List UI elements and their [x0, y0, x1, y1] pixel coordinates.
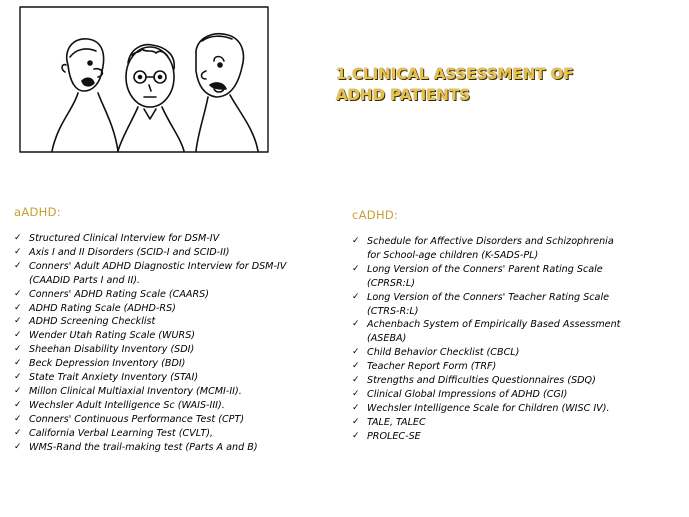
child-adhd-heading: cADHD: [352, 208, 399, 222]
check-icon: ✓ [14, 246, 22, 257]
check-icon: ✓ [14, 316, 22, 327]
check-icon: ✓ [14, 441, 22, 452]
list-item: ✓ Long Version of the Conners' Parent Rating Scale (CPRSR:L) [352, 263, 603, 289]
list-item: ✓ ADHD Rating Scale (ADHD-RS) [14, 302, 176, 314]
list-item: ✓ California Verbal Learning Test (CVLT), [14, 427, 214, 439]
check-icon: ✓ [352, 236, 360, 246]
list-item: ✓ Long Version of the Conners' Teacher Rating Scale (CTRS-R:L) [352, 291, 610, 317]
check-icon: ✓ [14, 288, 22, 299]
check-icon: ✓ [352, 388, 360, 399]
title-line-1: 1.CLINICAL ASSESSMENT OF [336, 65, 574, 83]
cartoon-illustration [18, 5, 270, 154]
list-item: ✓ Wender Utah Rating Scale (WURS) [14, 330, 196, 342]
check-icon: ✓ [352, 361, 360, 372]
check-icon: ✓ [352, 319, 360, 330]
list-item: ✓ Achenbach System of Empirically Based Assessment (ASEBA) [352, 319, 621, 345]
check-icon: ✓ [14, 260, 22, 271]
list-item: ✓ Millon Clinical Multiaxial Inventory (MCMI-II). [14, 385, 242, 397]
check-icon: ✓ [14, 427, 22, 438]
list-item: ✓ WMS-Rand the trail-making test (Parts A and B) [14, 441, 258, 453]
middle-man-figure [118, 45, 184, 151]
check-icon: ✓ [352, 375, 360, 386]
check-icon: ✓ [352, 263, 360, 274]
check-icon: ✓ [14, 358, 22, 369]
list-item: ✓ Wechsler Intelligence Scale for Children (WISC IV). [352, 402, 610, 414]
list-item: ✓ Wechsler Adult Intelligence Sc (WAIS-III). [14, 399, 225, 411]
list-item: ✓ Axis I and II Disorders (SCID-I and SCID-II) [14, 246, 230, 258]
adult-adhd-list [14, 232, 344, 455]
list-item: ✓ TALE, TALEC [352, 416, 426, 428]
check-icon: ✓ [14, 399, 22, 410]
list-item: ✓ Schedule for Affective Disorders and Schizophrenia for School-age children (K-SADS-PL) [352, 236, 614, 261]
check-icon: ✓ [14, 372, 22, 383]
list-item: ✓ PROLEC-SE [352, 430, 421, 442]
check-icon: ✓ [352, 430, 360, 441]
check-icon: ✓ [352, 347, 360, 358]
title-line-2: ADHD PATIENTS [336, 86, 470, 104]
list-item: ✓ Conners' ADHD Rating Scale (CAARS) [14, 288, 209, 300]
right-man-figure [196, 34, 258, 151]
list-item: ✓ Clinical Global Impressions of ADHD (CGI) [352, 388, 568, 400]
list-item: ✓ ADHD Screening Checklist [14, 316, 156, 328]
slide-title [336, 64, 666, 106]
adult-adhd-column [14, 205, 344, 455]
child-adhd-column [352, 208, 682, 444]
adult-adhd-heading: aADHD: [14, 205, 61, 219]
check-icon: ✓ [14, 413, 22, 424]
check-icon: ✓ [352, 291, 360, 302]
list-item: ✓ Sheehan Disability Inventory (SDI) [14, 344, 195, 356]
list-item: ✓ Structured Clinical Interview for DSM-IV [14, 233, 220, 244]
list-item: ✓ Child Behavior Checklist (CBCL) [352, 347, 520, 359]
list-item: ✓ Beck Depression Inventory (BDI) [14, 358, 186, 370]
child-adhd-list [352, 235, 682, 444]
check-icon: ✓ [14, 385, 22, 396]
check-icon: ✓ [14, 330, 22, 341]
check-icon: ✓ [14, 233, 22, 243]
left-man-figure [52, 39, 118, 151]
list-item: ✓ Conners' Adult ADHD Diagnostic Interview for DSM-IV (CAADID Parts I and II). [14, 260, 287, 286]
check-icon: ✓ [352, 402, 360, 413]
check-icon: ✓ [14, 302, 22, 313]
list-item: ✓ Teacher Report Form (TRF) [352, 361, 497, 373]
list-item: ✓ Conners' Continuous Performance Test (CPT) [14, 413, 245, 425]
list-item: ✓ Strengths and Difficulties Questionnaires (SDQ) [352, 375, 596, 387]
list-item: ✓ State Trait Anxiety Inventory (STAI) [14, 372, 199, 384]
check-icon: ✓ [14, 344, 22, 355]
check-icon: ✓ [352, 416, 360, 427]
